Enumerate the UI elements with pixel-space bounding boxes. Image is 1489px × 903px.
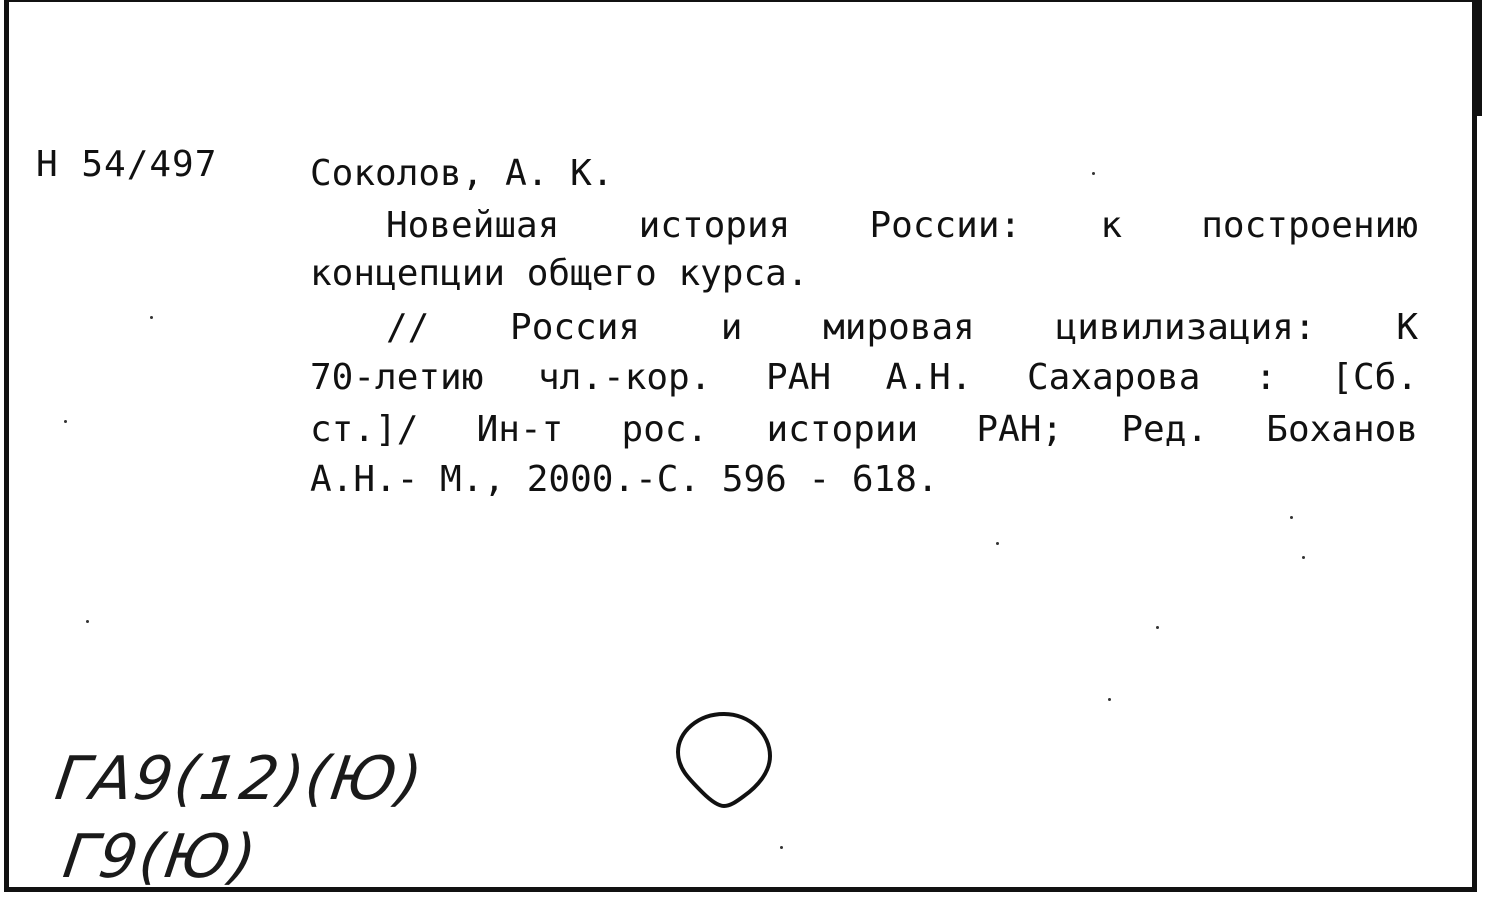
speck <box>150 316 153 319</box>
speck <box>996 542 999 545</box>
handwritten-classification-2: Г9(Ю) <box>59 822 263 892</box>
speck <box>1156 626 1159 629</box>
handwritten-classification-1: ГА9(12)(Ю) <box>51 744 429 814</box>
title-line-2: концепции общего курса. <box>310 253 809 294</box>
speck <box>1302 556 1305 559</box>
card-edge-mark <box>1476 0 1482 116</box>
speck <box>86 620 89 623</box>
shelfmark: Н 54/497 <box>36 144 218 185</box>
speck <box>64 420 67 423</box>
punch-hole-icon <box>674 708 774 808</box>
source-line-1: // Россия и мировая цивилизация: К <box>386 307 1418 348</box>
speck <box>1092 172 1095 175</box>
title-line-1: Новейшая история России: к построению <box>386 205 1418 246</box>
speck <box>780 846 783 849</box>
author: Соколов, А. К. <box>310 153 614 194</box>
source-line-3: ст.]/ Ин-т рос. истории РАН; Ред. Боханов <box>310 409 1418 450</box>
speck <box>1290 516 1293 519</box>
source-line-2: 70-летию чл.-кор. РАН А.Н. Сахарова : [Сб. <box>310 357 1418 398</box>
speck <box>1108 698 1111 701</box>
source-line-4: А.Н.- М., 2000.-С. 596 - 618. <box>310 459 939 500</box>
